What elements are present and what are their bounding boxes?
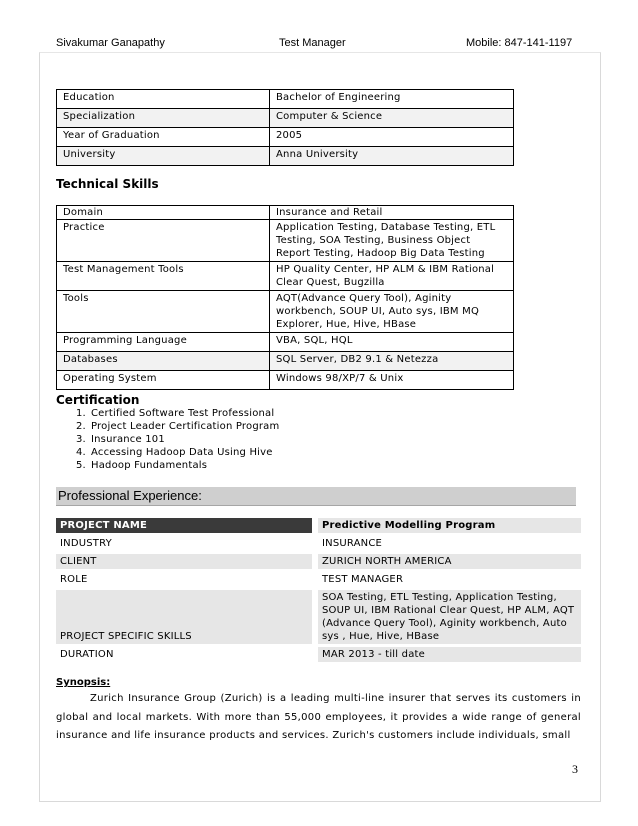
table-row [56,553,581,571]
education-value: Computer & Science [270,109,514,128]
project-label: INDUSTRY [56,535,312,553]
skill-label: Tools [57,291,270,333]
header-name: Sivakumar Ganapathy [56,37,165,49]
header-mobile: Mobile: 847-141-1197 [466,37,573,49]
table-row [57,109,514,128]
education-table [56,89,514,166]
skill-label: Programming Language [57,333,270,352]
project-label: ROLE [56,571,312,589]
professional-experience-bar [56,487,576,506]
skill-label: Databases [57,352,270,371]
education-label: University [57,147,270,166]
page-number: 3 [572,762,578,776]
list-number: 5. [76,460,86,471]
skill-value: VBA, SQL, HQL [270,333,514,352]
list-number: 3. [76,434,86,445]
table-row [56,571,581,589]
project-value: ZURICH NORTH AMERICA [318,553,581,571]
list-number: 2. [76,421,86,432]
education-label: Year of Graduation [57,128,270,147]
list-text: Hadoop Fundamentals [91,460,208,471]
skill-label: Test Management Tools [57,262,270,291]
skill-value: Insurance and Retail [270,206,514,220]
project-value: Predictive Modelling Program [318,518,581,535]
project-value: TEST MANAGER [318,571,581,589]
table-row [57,333,514,352]
skill-value: Application Testing, Database Testing, ETL Testing, SOA Testing, Business Object Report Testing, Hadoop Big Data Testing [270,220,514,262]
table-row [56,518,581,535]
skill-value: SQL Server, DB2 9.1 & Netezza [270,352,514,371]
education-value: 2005 [270,128,514,147]
skill-value: AQT(Advance Query Tool), Aginity workbench, SOUP UI, Auto sys, IBM MQ Explorer, Hue, Hive, HBase [270,291,514,333]
list-item [76,459,279,472]
table-row [56,646,581,664]
skill-value: Windows 98/XP/7 & Unix [270,371,514,390]
table-row [56,589,581,646]
education-label: Education [57,90,270,109]
skill-value: HP Quality Center, HP ALM & IBM Rational Clear Quest, Bugzilla [270,262,514,291]
education-value: Bachelor of Engineering [270,90,514,109]
list-text: Insurance 101 [91,434,165,445]
technical-skills-table [56,205,514,390]
table-row [57,206,514,220]
synopsis-heading: Synopsis: [56,677,111,688]
table-row [57,90,514,109]
project-value: INSURANCE [318,535,581,553]
list-item [76,420,279,433]
certification-heading: Certification [56,393,140,407]
list-item [76,433,279,446]
certification-list [76,407,279,472]
table-row [57,128,514,147]
table-row [57,220,514,262]
header-role: Test Manager [279,37,346,49]
skill-label: Practice [57,220,270,262]
project-label: PROJECT SPECIFIC SKILLS [56,589,312,646]
table-row [56,535,581,553]
synopsis-text: Zurich Insurance Group (Zurich) is a leading multi-line insurer that serves its customers in global and local markets. With more than 55,000 employees, it provides a wide range of general insurance and life insurance products and services. Zurich's customers include individuals, small [56,693,581,741]
project-value: SOA Testing, ETL Testing, Application Testing, SOUP UI, IBM Rational Clear Quest, HP ALM, AQT (Advance Query Tool), Aginity workbench, Auto sys , Hue, Hive, HBase [318,589,581,646]
table-row [57,291,514,333]
project-label: PROJECT NAME [56,518,312,535]
project-value: MAR 2013 - till date [318,646,581,664]
skill-label: Domain [57,206,270,220]
education-value: Anna University [270,147,514,166]
technical-skills-heading: Technical Skills [56,177,159,191]
table-row [57,262,514,291]
project-label: DURATION [56,646,312,664]
professional-experience-heading: Professional Experience: [58,488,202,503]
list-text: Certified Software Test Professional [91,408,275,419]
list-item [76,446,279,459]
education-label: Specialization [57,109,270,128]
list-text: Project Leader Certification Program [91,421,280,432]
list-number: 4. [76,447,86,458]
project-label: CLIENT [56,553,312,571]
project-table [56,518,581,665]
list-text: Accessing Hadoop Data Using Hive [91,447,273,458]
skill-label: Operating System [57,371,270,390]
table-row [57,352,514,371]
table-row [57,371,514,390]
list-number: 1. [76,408,86,419]
table-row [57,147,514,166]
list-item [76,407,279,420]
